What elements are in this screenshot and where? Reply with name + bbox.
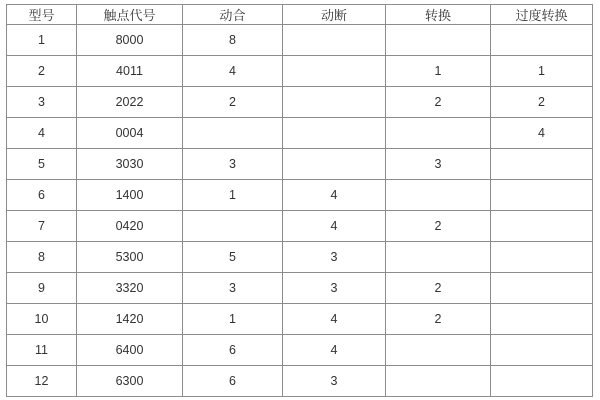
table-cell: 3: [386, 149, 491, 180]
table-cell: [491, 25, 593, 56]
table-cell: 4: [491, 118, 593, 149]
column-header: 过度转换: [491, 5, 593, 25]
table-cell: 2: [491, 87, 593, 118]
table-cell: [491, 304, 593, 335]
table-cell: 1: [183, 180, 283, 211]
table-cell: [386, 242, 491, 273]
table-cell: 6400: [77, 335, 183, 366]
table-cell: 7: [7, 211, 77, 242]
table-cell: 2: [386, 304, 491, 335]
column-header: 触点代号: [77, 5, 183, 25]
table-cell: 11: [7, 335, 77, 366]
table-cell: 1: [7, 25, 77, 56]
table-row: [7, 25, 593, 56]
table-cell: 4: [7, 118, 77, 149]
table-cell: [386, 335, 491, 366]
table-row: [7, 304, 593, 335]
column-header: 动合: [183, 5, 283, 25]
table-row: [7, 149, 593, 180]
table-cell: [283, 149, 386, 180]
column-header: 动断: [283, 5, 386, 25]
table-cell: 3: [7, 87, 77, 118]
table-cell: [491, 211, 593, 242]
table-cell: 2022: [77, 87, 183, 118]
table-row: [7, 87, 593, 118]
column-header: 型号: [7, 5, 77, 25]
table-cell: 2: [183, 87, 283, 118]
table-cell: [283, 118, 386, 149]
table-cell: 4: [183, 56, 283, 87]
table-cell: [183, 211, 283, 242]
table-row: [7, 366, 593, 397]
table-cell: 5: [183, 242, 283, 273]
table-cell: 1: [183, 304, 283, 335]
column-header: 转换: [386, 5, 491, 25]
contact-spec-table: [6, 4, 593, 397]
table-cell: 1: [386, 56, 491, 87]
table-cell: [283, 56, 386, 87]
table-cell: 6: [183, 335, 283, 366]
table-cell: [491, 149, 593, 180]
table-cell: 4: [283, 335, 386, 366]
table-cell: 12: [7, 366, 77, 397]
table-cell: [491, 366, 593, 397]
table-cell: 3: [283, 273, 386, 304]
table-cell: 2: [386, 87, 491, 118]
table-row: [7, 335, 593, 366]
table-cell: 3: [283, 366, 386, 397]
table-cell: 8000: [77, 25, 183, 56]
table-cell: 2: [386, 273, 491, 304]
table-cell: 6: [183, 366, 283, 397]
table-cell: [491, 335, 593, 366]
table-cell: 1400: [77, 180, 183, 211]
table-cell: 4: [283, 211, 386, 242]
table-cell: 8: [7, 242, 77, 273]
table-cell: [491, 273, 593, 304]
header-row: [7, 5, 593, 25]
table-cell: 2: [7, 56, 77, 87]
table-cell: [283, 87, 386, 118]
table-cell: [491, 180, 593, 211]
table-cell: 1420: [77, 304, 183, 335]
table-cell: 3: [183, 149, 283, 180]
table-cell: 3: [283, 242, 386, 273]
table-cell: 4: [283, 180, 386, 211]
table-cell: 5300: [77, 242, 183, 273]
table-cell: 0004: [77, 118, 183, 149]
table-cell: 8: [183, 25, 283, 56]
table-cell: 3320: [77, 273, 183, 304]
table-row: [7, 180, 593, 211]
table-cell: [183, 118, 283, 149]
table-cell: [283, 25, 386, 56]
table-cell: [386, 180, 491, 211]
table-cell: [386, 118, 491, 149]
table-cell: 1: [491, 56, 593, 87]
table-row: [7, 273, 593, 304]
table-cell: 9: [7, 273, 77, 304]
table-cell: 2: [386, 211, 491, 242]
table-cell: 4011: [77, 56, 183, 87]
table-row: [7, 56, 593, 87]
table-row: [7, 242, 593, 273]
table-cell: [491, 242, 593, 273]
table-row: [7, 211, 593, 242]
table-cell: 10: [7, 304, 77, 335]
table-row: [7, 118, 593, 149]
table-cell: [386, 366, 491, 397]
table-cell: 3030: [77, 149, 183, 180]
table-cell: 6300: [77, 366, 183, 397]
table-cell: 4: [283, 304, 386, 335]
table-cell: [386, 25, 491, 56]
table-cell: 6: [7, 180, 77, 211]
table-cell: 5: [7, 149, 77, 180]
table-cell: 3: [183, 273, 283, 304]
table-cell: 0420: [77, 211, 183, 242]
